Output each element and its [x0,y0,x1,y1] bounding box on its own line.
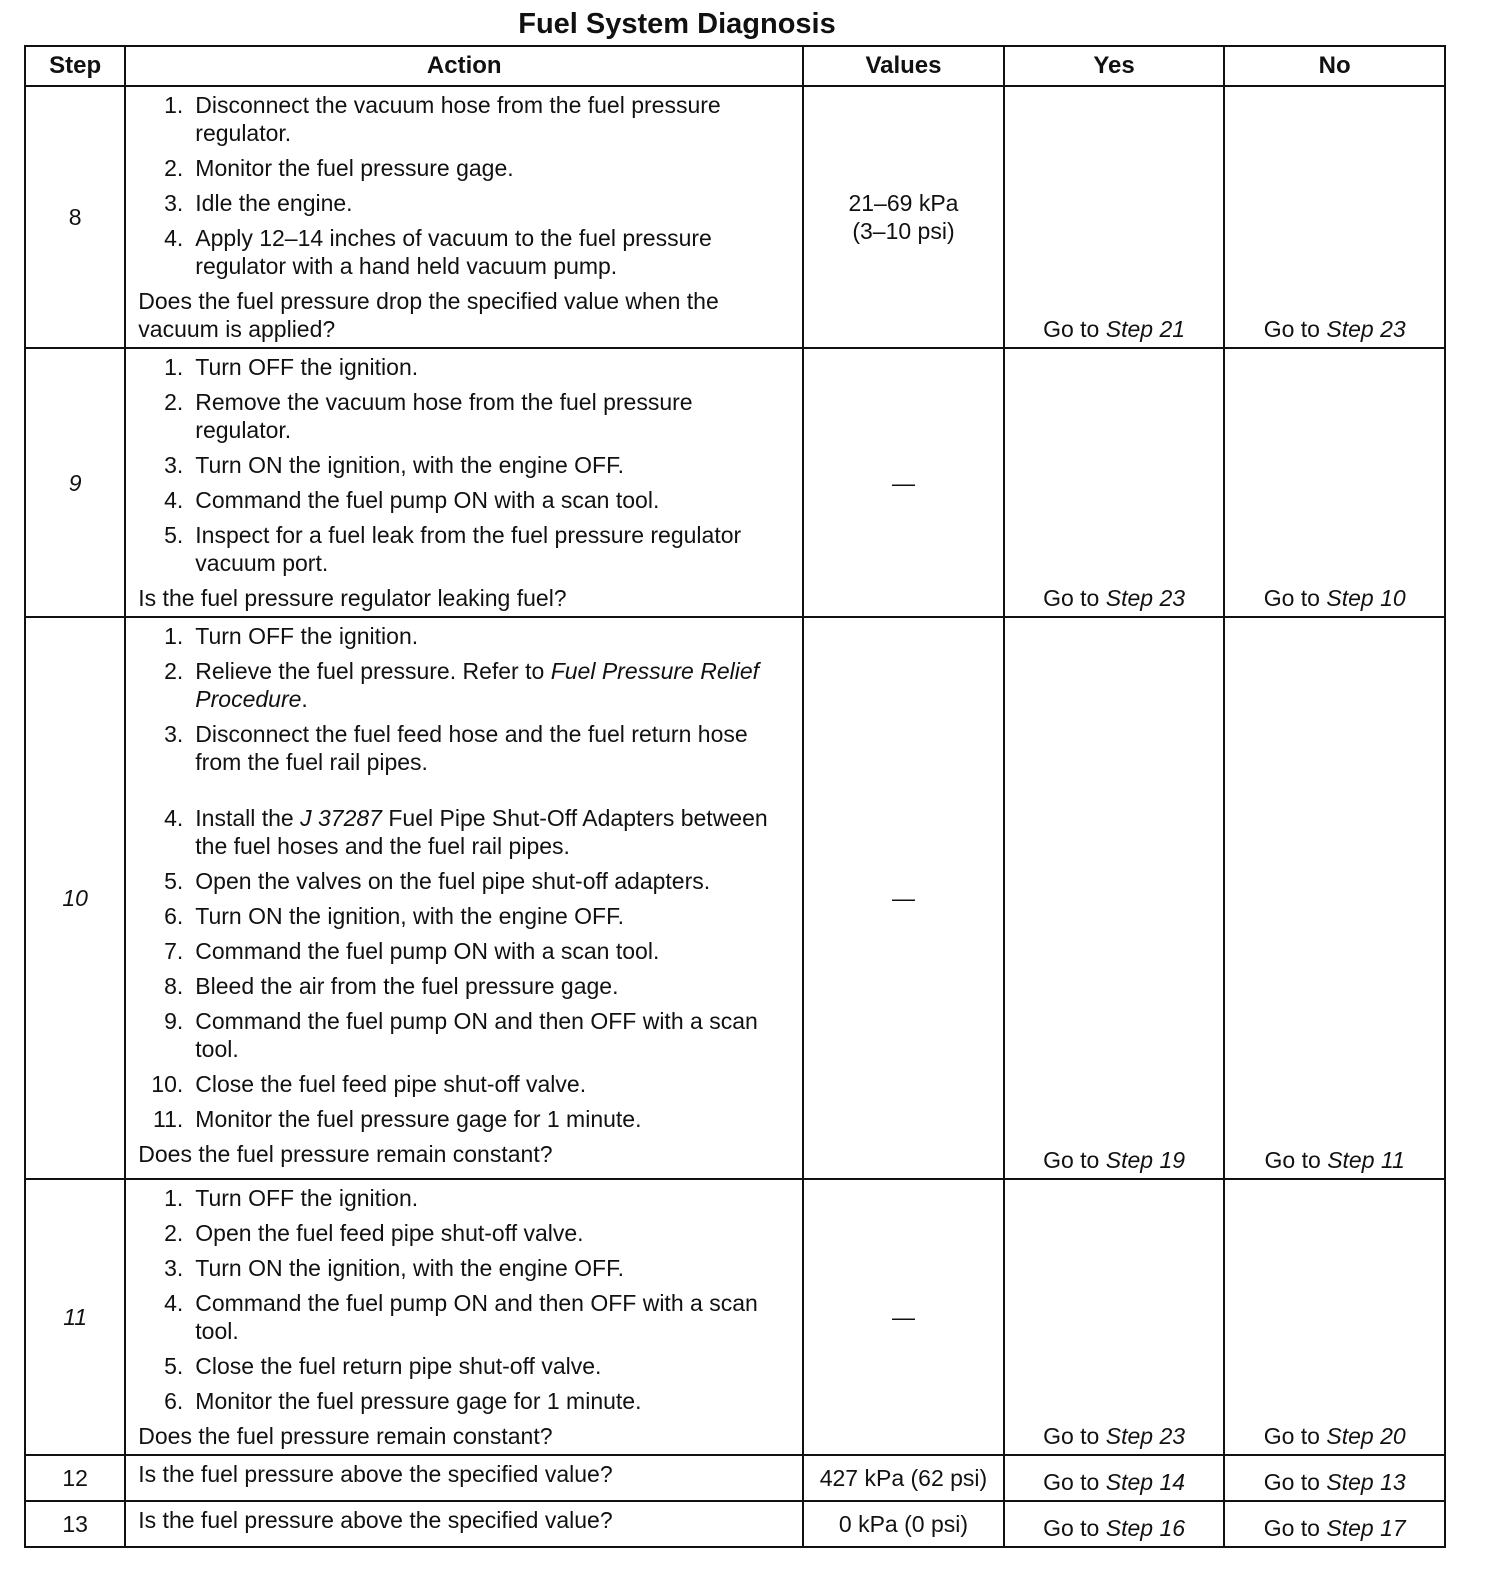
list-item: 11. Monitor the fuel pressure gage for 1 minute. [153,1106,642,1132]
tool-reference: J 37287 [300,805,382,831]
list-item: 4. Apply 12–14 inches of vacuum to the fuel pressure regulator with a hand held vacuum pump. [164,225,712,279]
question-text: Does the fuel pressure drop the specified value when the vacuum is applied? [138,288,719,342]
step-link[interactable]: Step 10 [1326,585,1406,611]
action-cell [125,348,803,617]
yes-cell: Go to Step 16 [1004,1501,1225,1547]
action-cell [125,86,803,348]
values-cell: — [803,1179,1004,1455]
values-cell: 21–69 kPa (3–10 psi) [803,86,1004,348]
no-cell: Go to Step 17 [1224,1501,1445,1547]
question-text: Is the fuel pressure above the specified value? [138,1507,613,1533]
list-item: 5. Inspect for a fuel leak from the fuel pressure regulator vacuum port. [164,522,742,576]
list-item: 4. Command the fuel pump ON with a scan tool. [164,487,660,513]
step-link[interactable]: Step 23 [1105,1423,1186,1449]
header-action: Action [125,46,803,86]
step-link[interactable]: Step 17 [1326,1515,1406,1541]
step-link[interactable]: Step 23 [1326,316,1406,342]
table-header-row [25,46,1445,86]
list-item: 2. Remove the vacuum hose from the fuel pressure regulator. [164,389,693,443]
yes-cell: Go to Step 23 [1004,1179,1225,1455]
list-item: 9. Command the fuel pump ON and then OFF with a scan tool. [164,1008,758,1062]
header-no: No [1224,46,1445,86]
step-link[interactable]: Step 23 [1105,585,1186,611]
header-step: Step [25,46,125,86]
step-link[interactable]: Step 13 [1326,1469,1406,1495]
list-item: 2. Monitor the fuel pressure gage. [164,155,514,181]
list-item: 3. Idle the engine. [164,190,353,216]
list-item: 5. Close the fuel return pipe shut-off valve. [164,1353,602,1379]
list-item: 10. Close the fuel feed pipe shut-off valve. [151,1071,587,1097]
list-item: 2. Open the fuel feed pipe shut-off valve. [164,1220,584,1246]
list-item: 3. Disconnect the fuel feed hose and the fuel return hose from the fuel rail pipes. [164,721,748,775]
header-values: Values [803,46,1004,86]
table-row [25,1455,1445,1501]
no-cell: Go to Step 20 [1224,1179,1445,1455]
list-item: 1. Turn OFF the ignition. [164,1185,419,1211]
table-row [25,1179,1445,1455]
values-cell: 0 kPa (0 psi) [803,1501,1004,1547]
no-cell: Go to Step 13 [1224,1455,1445,1501]
question-text: Is the fuel pressure above the specified value? [138,1461,613,1487]
list-item: 3. Turn ON the ignition, with the engine OFF. [164,452,624,478]
step-number: 10 [25,617,125,1179]
action-cell [125,1501,803,1547]
list-item: 4. Install the J 37287 Fuel Pipe Shut-Off Adapters between the fuel hoses and the fuel rail pipes. [164,805,768,859]
list-item: 5. Open the valves on the fuel pipe shut-off adapters. [164,868,711,894]
step-link[interactable]: Step 11 [1327,1147,1405,1173]
step-link[interactable]: Step 20 [1326,1423,1406,1449]
list-item: 4. Command the fuel pump ON and then OFF with a scan tool. [164,1290,758,1344]
step-number: 9 [25,348,125,617]
list-item: 1. Turn OFF the ignition. [164,354,419,380]
table-row [25,86,1445,348]
step-number: 12 [25,1455,125,1501]
yes-cell: Go to Step 19 [1004,617,1225,1179]
no-cell: Go to Step 10 [1224,348,1445,617]
step-number: 11 [25,1179,125,1455]
list-item: 6. Turn ON the ignition, with the engine OFF. [164,903,624,929]
values-cell: — [803,348,1004,617]
step-link[interactable]: Step 21 [1105,316,1186,342]
list-item: 7. Command the fuel pump ON with a scan tool. [164,938,660,964]
values-cell: 427 kPa (62 psi) [803,1455,1004,1501]
step-link[interactable]: Step 14 [1105,1469,1186,1495]
step-number: 8 [25,86,125,348]
list-item: 3. Turn ON the ignition, with the engine OFF. [164,1255,624,1281]
header-yes: Yes [1004,46,1225,86]
list-item: 1. Turn OFF the ignition. [164,623,419,649]
action-cell [125,1179,803,1455]
no-cell: Go to Step 11 [1224,617,1445,1179]
page-title: Fuel System Diagnosis [518,8,836,40]
yes-cell: Go to Step 14 [1004,1455,1225,1501]
yes-cell: Go to Step 21 [1004,86,1225,348]
question-text: Is the fuel pressure regulator leaking fuel? [138,585,567,611]
action-cell [125,1455,803,1501]
question-text: Does the fuel pressure remain constant? [138,1423,553,1449]
step-number: 13 [25,1501,125,1547]
procedure-reference[interactable]: Fuel Pressure Relief Procedure [195,658,760,712]
list-item: 6. Monitor the fuel pressure gage for 1 minute. [164,1388,642,1414]
yes-cell: Go to Step 23 [1004,348,1225,617]
table-row [25,1501,1445,1547]
no-cell: Go to Step 23 [1224,86,1445,348]
question-text: Does the fuel pressure remain constant? [138,1141,553,1167]
step-link[interactable]: Step 16 [1105,1515,1186,1541]
table-row [25,617,1445,1179]
table-row [25,348,1445,617]
diagnosis-table [24,45,1446,1548]
list-item: 2. Relieve the fuel pressure. Refer to Fuel Pressure Relief Procedure. [164,658,760,712]
list-item: 1. Disconnect the vacuum hose from the fuel pressure regulator. [164,92,721,146]
list-item: 8. Bleed the air from the fuel pressure gage. [164,973,619,999]
values-cell: — [803,617,1004,1179]
step-link[interactable]: Step 19 [1105,1147,1186,1173]
action-cell [125,617,803,1179]
